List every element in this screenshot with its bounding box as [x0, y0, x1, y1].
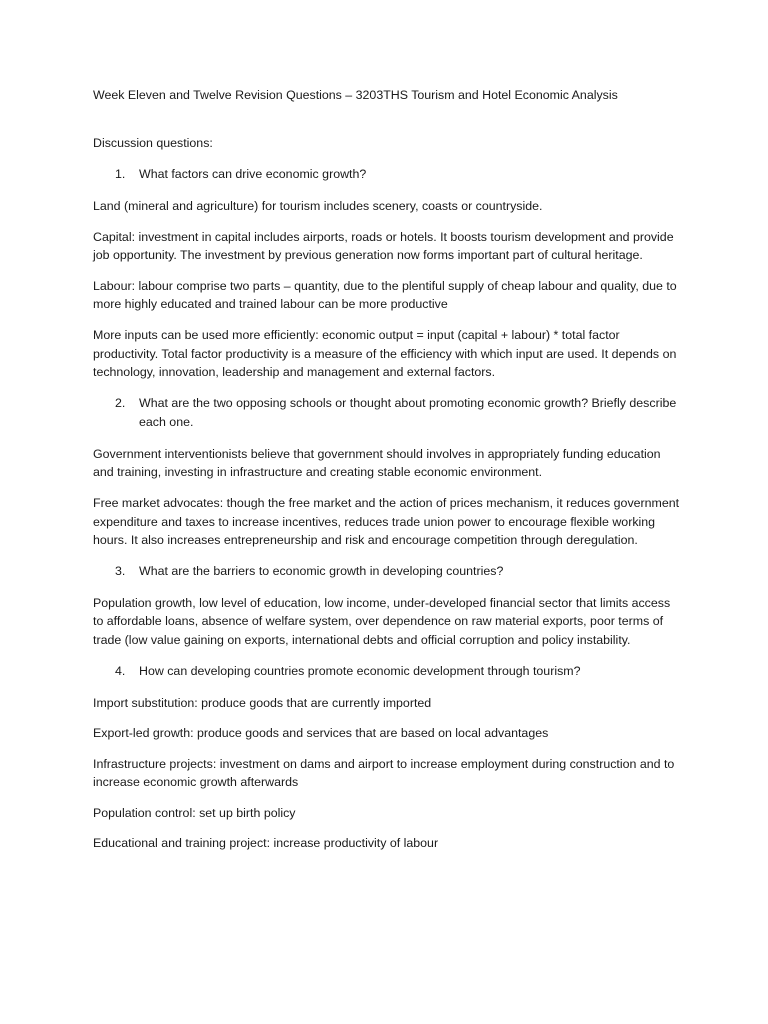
question-text: What are the barriers to economic growth in developing countries?: [139, 563, 504, 578]
question-4: [93, 662, 683, 681]
document-title: Week Eleven and Twelve Revision Questions – 3203THS Tourism and Hotel Economic Analysis: [93, 88, 618, 102]
question-text: How can developing countries promote economic development through tourism?: [139, 663, 581, 678]
question-number: 2.: [115, 395, 126, 410]
answer-paragraph: Educational and training project: increase productivity of labour: [93, 836, 439, 851]
question-1: [93, 165, 683, 184]
question-number: 3.: [115, 563, 126, 578]
answer-paragraph: More inputs can be used more efficiently: economic output = input (capital + labour) * total factor productivity. Total factor productivity is a measure of the efficiency with which input are used. It depends on technology, innovation, leadership and management and external factors.: [93, 327, 677, 380]
answer-paragraph: Land (mineral and agriculture) for tourism includes scenery, coasts or countryside.: [93, 199, 543, 213]
answer-paragraph: Infrastructure projects: investment on dams and airport to increase employment during construction and to increase economic growth afterwards: [93, 756, 675, 790]
question-2: [93, 394, 683, 432]
answer-paragraph: Labour: labour comprise two parts – quantity, due to the plentiful supply of cheap labour and quality, due to more highly educated and trained labour can be more productive: [93, 278, 677, 312]
answer-paragraph: Import substitution: produce goods that are currently imported: [93, 695, 432, 710]
question-number: 4.: [115, 663, 126, 678]
question-text: What factors can drive economic growth?: [139, 167, 367, 181]
document-page: [93, 86, 683, 865]
section-heading: Discussion questions:: [93, 136, 213, 150]
answer-paragraph: Export-led growth: produce goods and services that are based on local advantages: [93, 726, 549, 741]
answer-paragraph: Population control: set up birth policy: [93, 805, 296, 820]
question-number: 1.: [115, 167, 126, 181]
answer-paragraph: Capital: investment in capital includes airports, roads or hotels. It boosts tourism development and provide job opportunity. The investment by previous generation now forms important part of cultural heritage.: [93, 229, 674, 263]
answer-paragraph: Free market advocates: though the free market and the action of prices mechanism, it reduces government expenditure and taxes to increase incentives, reduces trade union power to encourage flexible working hours. It also increases entrepreneurship and risk and encourage competition through deregulation.: [93, 495, 680, 548]
answer-paragraph: Population growth, low level of education, low income, under-developed financial sector that limits access to affordable loans, absence of welfare system, over dependence on raw material exports, poor terms of trade (low value gaining on exports, international debts and official corruption and policy instability.: [93, 595, 671, 647]
question-3: [93, 562, 683, 581]
question-text: What are the two opposing schools or thought about promoting economic growth? Briefly describe each one.: [139, 395, 677, 429]
answer-paragraph: Government interventionists believe that government should involves in appropriately funding education and training, investing in infrastructure and creating stable economic environment.: [93, 446, 661, 480]
